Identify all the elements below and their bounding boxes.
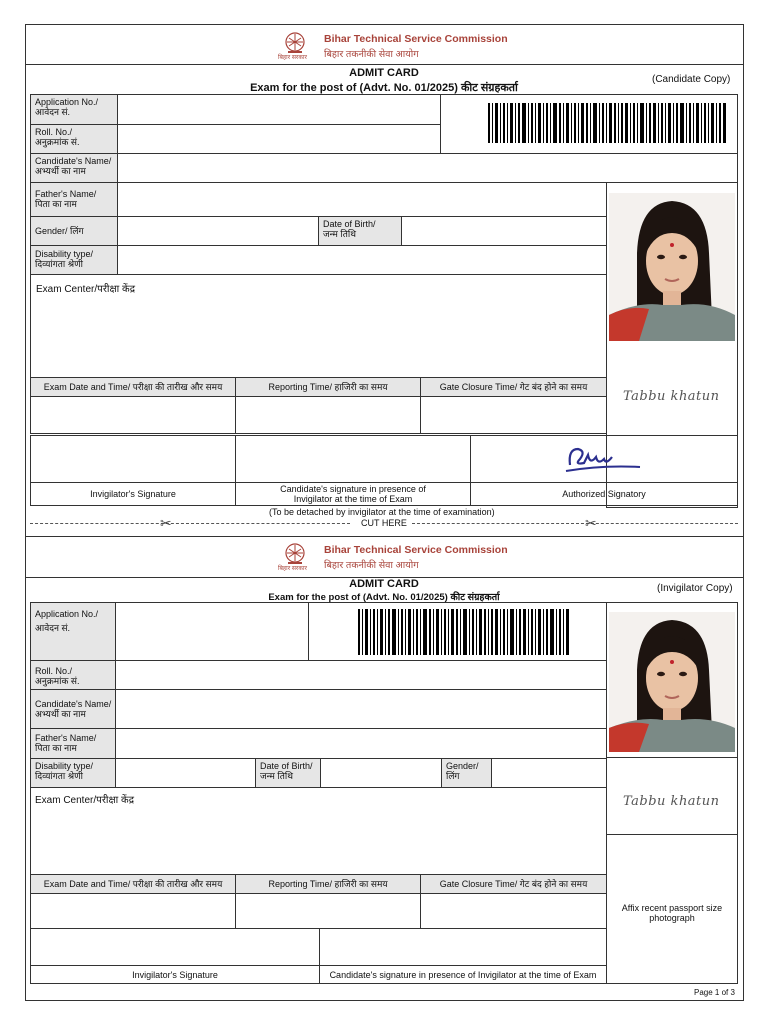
invigilator-sig-box — [30, 435, 236, 483]
father-name-label: Father's Name/ पिता का नाम — [35, 189, 97, 209]
barcode-icon — [488, 103, 728, 143]
disability-value — [117, 245, 607, 275]
reporting-time-value — [235, 396, 421, 434]
exam-center-label: Exam Center/परीक्षा केंद्र — [35, 795, 135, 806]
candidate-sig-presence-box — [235, 435, 471, 483]
page-number: Page 1 of 3 — [694, 988, 735, 997]
reporting-time-label: Reporting Time/ हाजिरी का समय — [268, 879, 388, 889]
scissors-icon: ✂ — [160, 515, 172, 531]
admit-card-subtitle: Exam for the post of (Advt. No. 01/2025) कीट संग्रहकर्ता — [250, 82, 518, 94]
org-name-hi: बिहार तकनीकी सेवा आयोग — [324, 49, 419, 60]
reporting-time-label: Reporting Time/ हाजिरी का समय — [268, 382, 388, 392]
father-name-label: Father's Name/ पिता का नाम — [35, 733, 97, 753]
reporting-time-value — [235, 893, 421, 929]
gender-value — [491, 758, 607, 788]
logo-caption: बिहार सरकार — [278, 55, 307, 61]
roll-no-label: Roll. No./ अनुक्रमांक सं. — [35, 666, 80, 686]
admit-card-title: ADMIT CARD — [349, 578, 419, 590]
cut-here-label: CUT HERE — [361, 518, 407, 528]
dob-value — [320, 758, 442, 788]
exam-date-label: Exam Date and Time/ परीक्षा की तारीख और समय — [43, 879, 223, 889]
exam-date-label: Exam Date and Time/ परीक्षा की तारीख और समय — [43, 382, 223, 392]
admit-card-subtitle: Exam for the post of (Advt. No. 01/2025) कीट संग्रहकर्ता — [268, 592, 500, 603]
authorized-signatory-label: Authorized Signatory — [562, 489, 646, 499]
father-name-value — [117, 182, 607, 217]
candidate-name-value — [115, 689, 607, 729]
invigilator-copy-label: (Invigilator Copy) — [657, 583, 733, 594]
dob-label: Date of Birth/ जन्म तिथि — [260, 761, 313, 781]
gate-closure-value — [420, 893, 607, 929]
roll-no-value — [117, 124, 441, 154]
father-name-value — [115, 728, 607, 759]
gender-label: Gender/ लिंग — [35, 226, 84, 236]
detach-note: (To be detached by invigilator at the time of examination) — [269, 507, 495, 517]
candidate-name-label: Candidate's Name/ अभ्यर्थी का नाम — [35, 156, 112, 176]
exam-center-label: Exam Center/परीक्षा केंद्र — [36, 284, 136, 295]
gender-value — [117, 216, 319, 246]
candidate-sig-presence-label: Candidate's signature in presence of Invigilator at the time of Exam — [280, 484, 426, 504]
candidate-sig-presence-box — [319, 928, 607, 966]
candidate-name-value — [117, 153, 738, 183]
org-name-en: Bihar Technical Service Commission — [324, 544, 508, 556]
scissors-icon: ✂ — [585, 515, 597, 531]
affix-photo-label: Affix recent passport size photograph — [621, 903, 723, 923]
invigilator-sig-box — [30, 928, 320, 966]
candidate-photo — [609, 612, 735, 752]
invigilator-sig-label: Invigilator's Signature — [132, 969, 218, 980]
application-no-value — [117, 94, 441, 125]
admit-card-title: ADMIT CARD — [349, 67, 419, 79]
logo-caption: बिहार सरकार — [278, 566, 307, 572]
gate-closure-label: Gate Closure Time/ गेट बंद होने का समय — [439, 382, 588, 392]
org-name-hi: बिहार तकनीकी सेवा आयोग — [324, 560, 419, 571]
cut-line-left — [30, 523, 350, 524]
gate-closure-value — [420, 396, 607, 434]
disability-value — [115, 758, 256, 788]
candidate-copy-label: (Candidate Copy) — [652, 74, 731, 85]
gate-closure-label: Gate Closure Time/ गेट बंद होने का समय — [439, 879, 588, 889]
invigilator-sig-label: Invigilator's Signature — [90, 489, 176, 499]
candidate-signature-image: Tabbu khatun — [623, 389, 720, 404]
barcode-icon — [358, 609, 570, 655]
application-no-label: Application No./ आवेदन सं. — [35, 609, 99, 633]
candidate-name-label: Candidate's Name/ अभ्यर्थी का नाम — [35, 699, 112, 719]
roll-no-value — [115, 660, 607, 690]
cut-line-right — [412, 523, 738, 524]
exam-date-value — [30, 893, 236, 929]
exam-date-value — [30, 396, 236, 434]
candidate-photo — [609, 193, 735, 341]
dob-value — [401, 216, 607, 246]
disability-label: Disability type/ दिव्यांगता श्रेणी — [35, 761, 94, 781]
application-no-value — [115, 602, 309, 661]
candidate-sig-presence-label: Candidate's signature in presence of Invigilator at the time of Exam — [329, 969, 597, 980]
gender-label: Gender/ लिंग — [446, 761, 479, 781]
candidate-signature-image: Tabbu khatun — [623, 794, 720, 809]
disability-label: Disability type/ दिव्यांगता श्रेणी — [35, 249, 94, 269]
authorized-signature-icon — [562, 441, 646, 475]
dob-label: Date of Birth/ जन्म तिथि — [323, 219, 376, 239]
org-name-en: Bihar Technical Service Commission — [324, 33, 508, 45]
application-no-label: Application No./ आवेदन सं. — [35, 97, 99, 117]
roll-no-label: Roll. No./ अनुक्रमांक सं. — [35, 127, 80, 147]
invigilator-copy-header — [25, 536, 744, 578]
